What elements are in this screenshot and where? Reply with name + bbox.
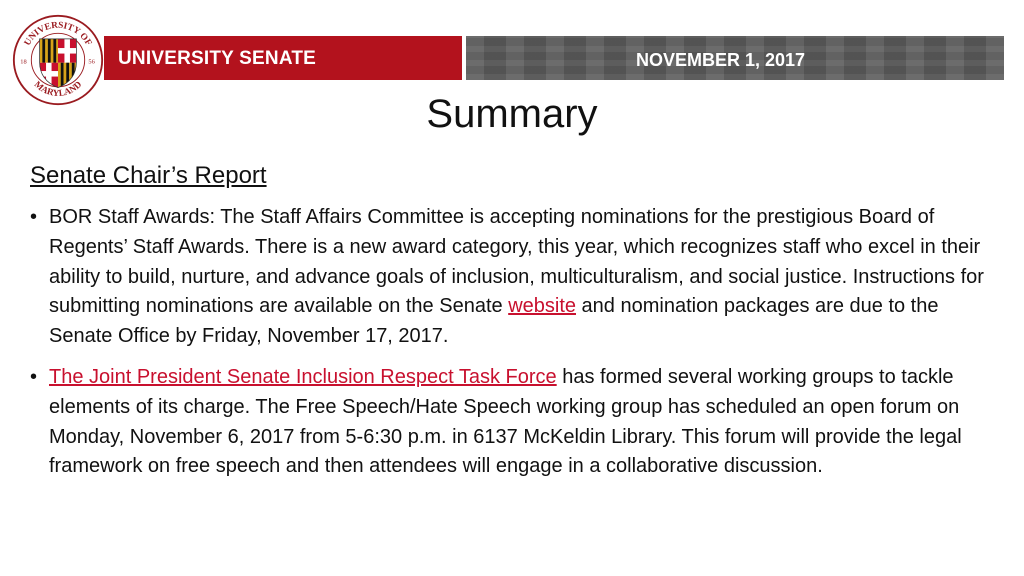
section-heading: Senate Chair’s Report: [30, 162, 267, 189]
bullet-text: and nomination packages are due to the Senate Office by Friday, November 17, 2017.: [49, 295, 939, 348]
bullet-dot: •: [30, 365, 38, 388]
bullet-task-force: [30, 363, 1005, 482]
bullet-dot: •: [30, 206, 38, 228]
svg-text:56: 56: [88, 58, 95, 66]
svg-text:MARYLAND: MARYLAND: [32, 79, 84, 99]
bullet-text: BOR Staff Awards: The Staff Affairs Committee is accepting nominations for the prestigious Board of Regents’ Staff Awards. There is a new award category, this year, which recognizes staff who excel in their ability to build, nurture, and advance goals of inclusion, multiculturalism, and social justice. Instructions for submitting nominations are available on the Senate: [49, 206, 984, 318]
bullet-text: has formed several working groups to tackle elements of its charge. The Free Speech/Hate Speech working group has scheduled an open forum on Monday, November 6, 2017 from 5-6:30 p.m. in 6137 McKeldin Library. This forum will provide the legal framework on free speech and then attendees will engage in a collaborative discussion.: [49, 365, 962, 478]
svg-text:UNIVERSITY OF: UNIVERSITY OF: [21, 19, 95, 48]
task-force-link[interactable]: The Joint President Senate Inclusion Respect Task Force: [49, 365, 557, 388]
bullet-bor-staff-awards: [30, 203, 1005, 352]
header-gray-band: [466, 36, 1004, 80]
org-label: UNIVERSITY SENATE: [118, 48, 317, 69]
svg-text:18: 18: [20, 58, 27, 66]
header-red-band: [104, 36, 462, 80]
date-label: NOVEMBER 1, 2017: [636, 50, 806, 70]
website-link[interactable]: website: [508, 295, 576, 318]
slide-title: Summary: [426, 92, 598, 136]
bullet-list: [30, 203, 1005, 482]
